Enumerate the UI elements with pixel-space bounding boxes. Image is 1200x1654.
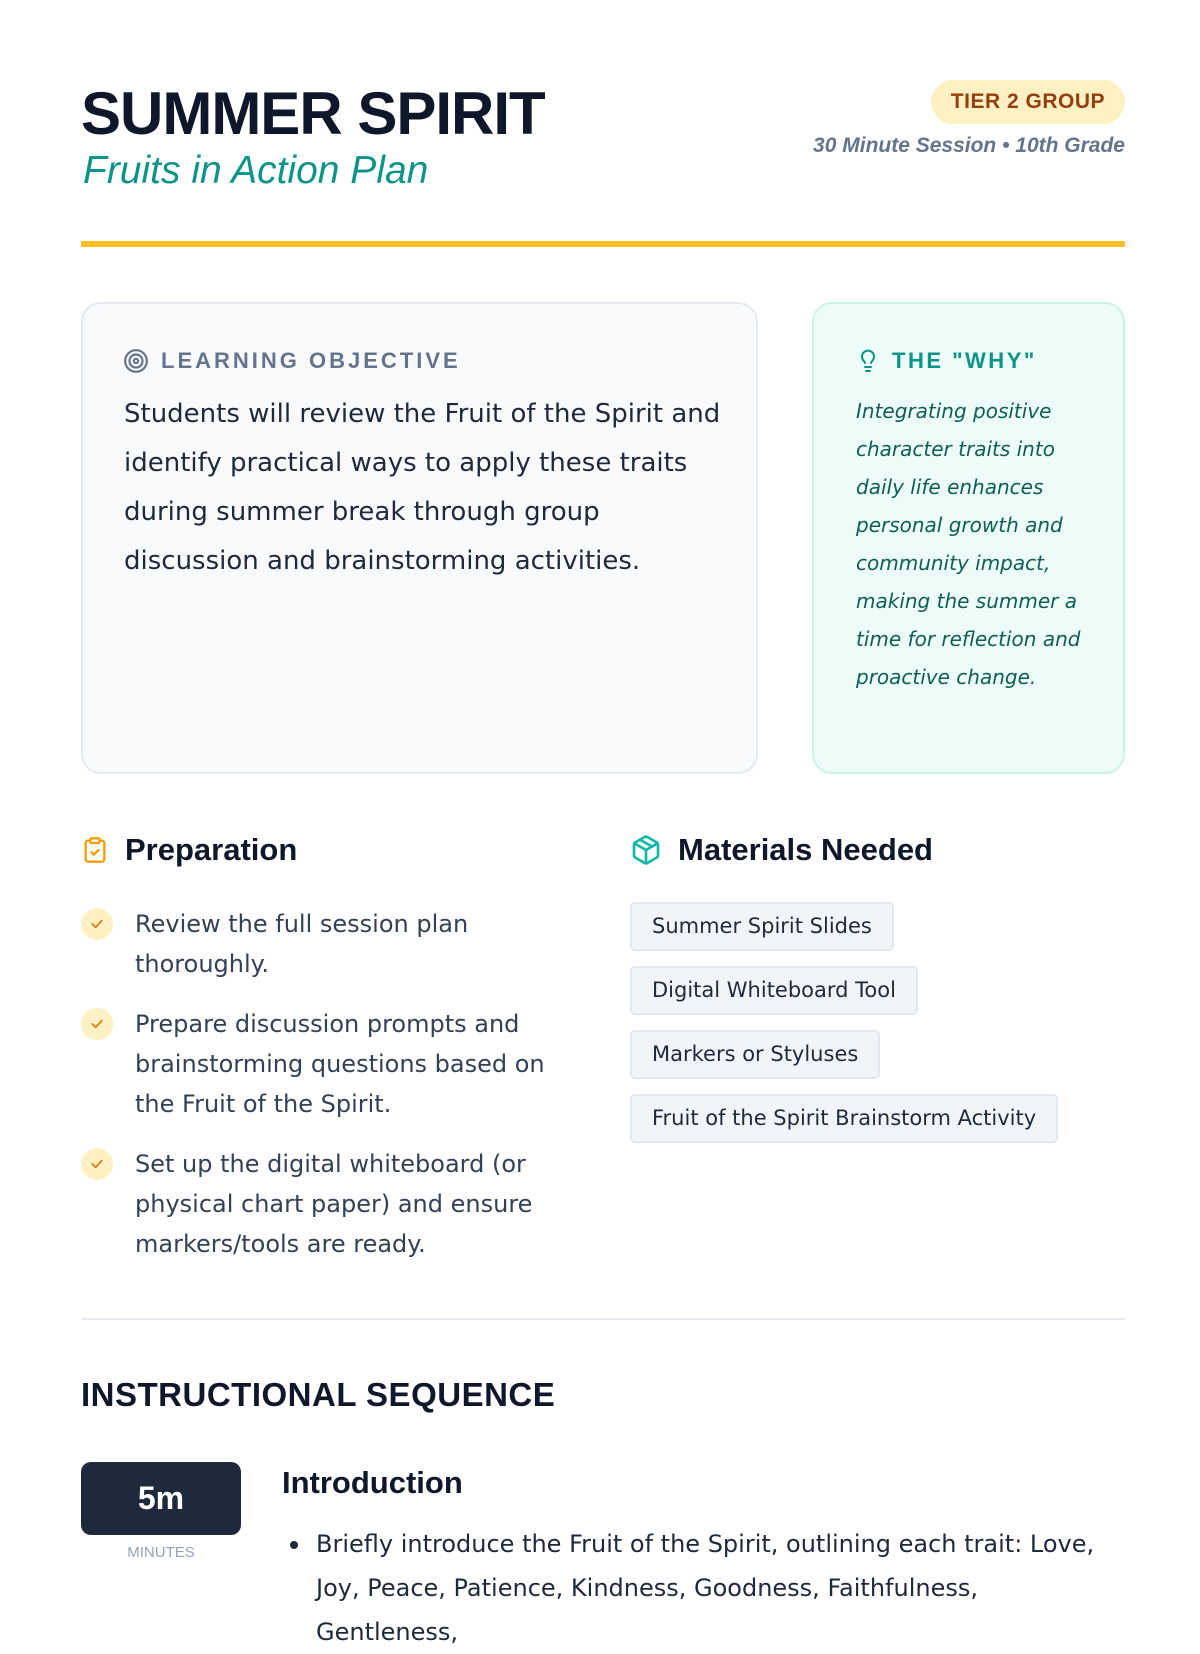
materials-heading bbox=[630, 832, 933, 868]
clipboard-check-icon bbox=[81, 834, 109, 866]
materials-list bbox=[630, 902, 1125, 1158]
preparation-list bbox=[81, 904, 581, 1284]
material-chip: Markers or Styluses bbox=[630, 1030, 880, 1079]
preparation-item-text: Review the full session plan thoroughly. bbox=[135, 910, 469, 978]
list-item bbox=[81, 904, 581, 984]
page-title: SUMMER SPIRIT bbox=[81, 80, 545, 147]
why-card bbox=[812, 302, 1125, 774]
list-item bbox=[81, 1144, 581, 1264]
section-divider bbox=[81, 1318, 1125, 1320]
learning-objective-label bbox=[123, 348, 461, 374]
preparation-heading bbox=[81, 832, 297, 868]
tier-badge: TIER 2 GROUP bbox=[931, 80, 1125, 124]
sequence-heading: INSTRUCTIONAL SEQUENCE bbox=[81, 1376, 556, 1413]
material-chip: Fruit of the Spirit Brainstorm Activity bbox=[630, 1094, 1058, 1143]
preparation-item-text: Prepare discussion prompts and brainstorming questions based on the Fruit of the Spirit. bbox=[135, 1010, 545, 1118]
list-item bbox=[630, 966, 1125, 1030]
list-item bbox=[81, 1004, 581, 1124]
duration-unit: MINUTES bbox=[127, 1544, 195, 1561]
list-item bbox=[630, 1094, 1125, 1158]
page-header bbox=[81, 80, 1125, 200]
session-meta: 30 Minute Session • 10th Grade bbox=[813, 134, 1125, 157]
list-item bbox=[630, 902, 1125, 966]
header-divider bbox=[81, 241, 1125, 247]
list-item bbox=[630, 1030, 1125, 1094]
step-title: Introduction bbox=[282, 1465, 463, 1500]
check-icon bbox=[81, 908, 113, 940]
step-bullet-list bbox=[284, 1522, 1125, 1654]
lightbulb-icon bbox=[856, 348, 880, 374]
materials-heading-text: Materials Needed bbox=[678, 832, 933, 867]
why-label-text: THE "WHY" bbox=[892, 348, 1037, 373]
learning-objective-label-text: LEARNING OBJECTIVE bbox=[161, 348, 461, 373]
learning-objective-text: Students will review the Fruit of the Spirit and identify practical ways to apply these traits during summer break through group discussion and brainstorming activities. bbox=[124, 399, 721, 576]
target-icon bbox=[123, 348, 149, 374]
page-subtitle: Fruits in Action Plan bbox=[83, 149, 429, 192]
material-chip: Digital Whiteboard Tool bbox=[630, 966, 918, 1015]
preparation-heading-text: Preparation bbox=[125, 832, 298, 867]
package-icon bbox=[630, 834, 662, 866]
why-label bbox=[856, 348, 1037, 374]
check-icon bbox=[81, 1008, 113, 1040]
material-chip: Summer Spirit Slides bbox=[630, 902, 894, 951]
check-icon bbox=[81, 1148, 113, 1180]
learning-objective-card bbox=[81, 302, 758, 774]
duration-badge: 5m bbox=[81, 1462, 241, 1535]
step-bullet: Briefly introduce the Fruit of the Spirit, outlining each trait: Love, Joy, Peace, Patience, Kindness, Goodness, Faithfulness, Gentleness, bbox=[284, 1522, 1125, 1654]
why-text: Integrating positive character traits into daily life enhances personal growth and community impact, making the summer a time for reflection and proactive change. bbox=[856, 399, 1081, 689]
preparation-item-text: Set up the digital whiteboard (or physical chart paper) and ensure markers/tools are ready. bbox=[135, 1150, 533, 1258]
